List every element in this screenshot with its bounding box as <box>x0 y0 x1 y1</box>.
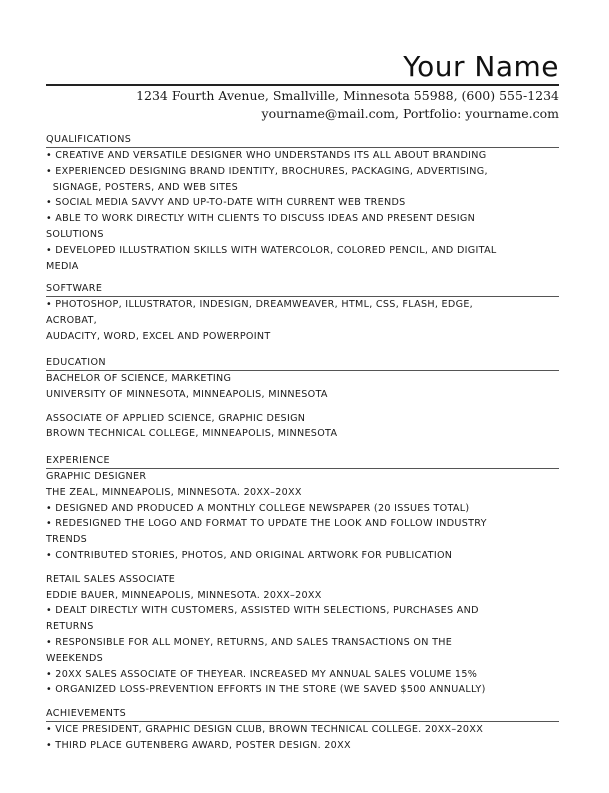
software-heading: SOFTWARE <box>46 283 559 297</box>
achievements-section <box>46 708 559 754</box>
qualification-line: • SOCIAL MEDIA SAVVY AND UP-TO-DATE WITH CURRENT WEB TRENDS <box>46 197 406 209</box>
qualification-line: SOLUTIONS <box>46 228 104 240</box>
school-1: UNIVERSITY OF MINNESOTA, MINNEAPOLIS, MINNESOTA <box>46 388 328 400</box>
achievements-heading: ACHIEVEMENTS <box>46 708 559 722</box>
job-2-line: WEEKENDS <box>46 652 104 664</box>
job-1-line: TRENDS <box>46 534 88 546</box>
job-2-line: • RESPONSIBLE FOR ALL MONEY, RETURNS, AND SALES TRANSACTIONS ON THE <box>46 636 453 648</box>
degree-2: ASSOCIATE OF APPLIED SCIENCE, GRAPHIC DESIGN <box>46 412 306 424</box>
experience-heading: EXPERIENCE <box>46 455 559 469</box>
education-spacer <box>46 403 559 411</box>
qualification-line: MEDIA <box>46 260 79 272</box>
address-line: 1234 Fourth Avenue, Smallville, Minnesota 55988, (600) 555-1234 <box>136 88 559 103</box>
education-heading: EDUCATION <box>46 357 559 371</box>
job-2-line: • DEALT DIRECTLY WITH CUSTOMERS, ASSISTED WITH SELECTIONS, PURCHASES AND <box>46 605 479 617</box>
job-1-role: GRAPHIC DESIGNER <box>46 471 147 482</box>
job-2-line: • 20XX SALES ASSOCIATE OF THEYEAR. INCREASED MY ANNUAL SALES VOLUME 15% <box>46 668 478 680</box>
school-2: BROWN TECHNICAL COLLEGE, MINNEAPOLIS, MINNESOTA <box>46 428 338 440</box>
software-line: • PHOTOSHOP, ILLUSTRATOR, INDESIGN, DREAMWEAVER, HTML, CSS, FLASH, EDGE, <box>46 299 474 310</box>
job-1-line: • DESIGNED AND PRODUCED A MONTHLY COLLEGE NEWSPAPER (20 ISSUES TOTAL) <box>46 502 470 514</box>
job-2-line: • ORGANIZED LOSS-PREVENTION EFFORTS IN THE STORE (WE SAVED $500 ANNUALLY) <box>46 684 486 696</box>
job-2-company: EDDIE BAUER, MINNEAPOLIS, MINNESOTA. 20XX–20XX <box>46 589 322 601</box>
experience-spacer <box>46 564 559 572</box>
software-line: ACROBAT, <box>46 314 98 326</box>
achievement-line: • THIRD PLACE GUTENBERG AWARD, POSTER DESIGN. 20XX <box>46 739 351 751</box>
name-divider <box>46 84 559 86</box>
qualification-line: • CREATIVE AND VERSATILE DESIGNER WHO UNDERSTANDS ITS ALL ABOUT BRANDING <box>46 150 487 161</box>
job-1-company: THE ZEAL, MINNEAPOLIS, MINNESOTA. 20XX–20XX <box>46 486 302 498</box>
job-2-role: RETAIL SALES ASSOCIATE <box>46 573 176 585</box>
achievement-line: • VICE PRESIDENT, GRAPHIC DESIGN CLUB, BROWN TECHNICAL COLLEGE. 20XX–20XX <box>46 724 484 735</box>
qualification-line: • EXPERIENCED DESIGNING BRAND IDENTITY, BROCHURES, PACKAGING, ADVERTISING, <box>46 165 488 177</box>
qualification-line: SIGNAGE, POSTERS, AND WEB SITES <box>46 181 239 193</box>
experience-section <box>46 455 559 698</box>
qualification-line: • ABLE TO WORK DIRECTLY WITH CLIENTS TO DISCUSS IDEAS AND PRESENT DESIGN <box>46 213 476 225</box>
software-section <box>46 283 559 344</box>
job-1-line: • CONTRIBUTED STORIES, PHOTOS, AND ORIGINAL ARTWORK FOR PUBLICATION <box>46 549 453 561</box>
degree-1: BACHELOR OF SCIENCE, MARKETING <box>46 373 232 384</box>
qualifications-heading: QUALIFICATIONS <box>46 134 559 148</box>
software-line: AUDACITY, WORD, EXCEL AND POWERPOINT <box>46 330 271 342</box>
resume-name: Your Name <box>403 50 559 83</box>
job-2-line: RETURNS <box>46 621 94 633</box>
education-section <box>46 357 559 442</box>
qualification-line: • DEVELOPED ILLUSTRATION SKILLS WITH WATERCOLOR, COLORED PENCIL, AND DIGITAL <box>46 244 497 256</box>
contact-line: yourname@mail.com, Portfolio: yourname.com <box>261 106 559 121</box>
qualifications-section <box>46 134 559 274</box>
job-1-line: • REDESIGNED THE LOGO AND FORMAT TO UPDATE THE LOOK AND FOLLOW INDUSTRY <box>46 518 487 530</box>
